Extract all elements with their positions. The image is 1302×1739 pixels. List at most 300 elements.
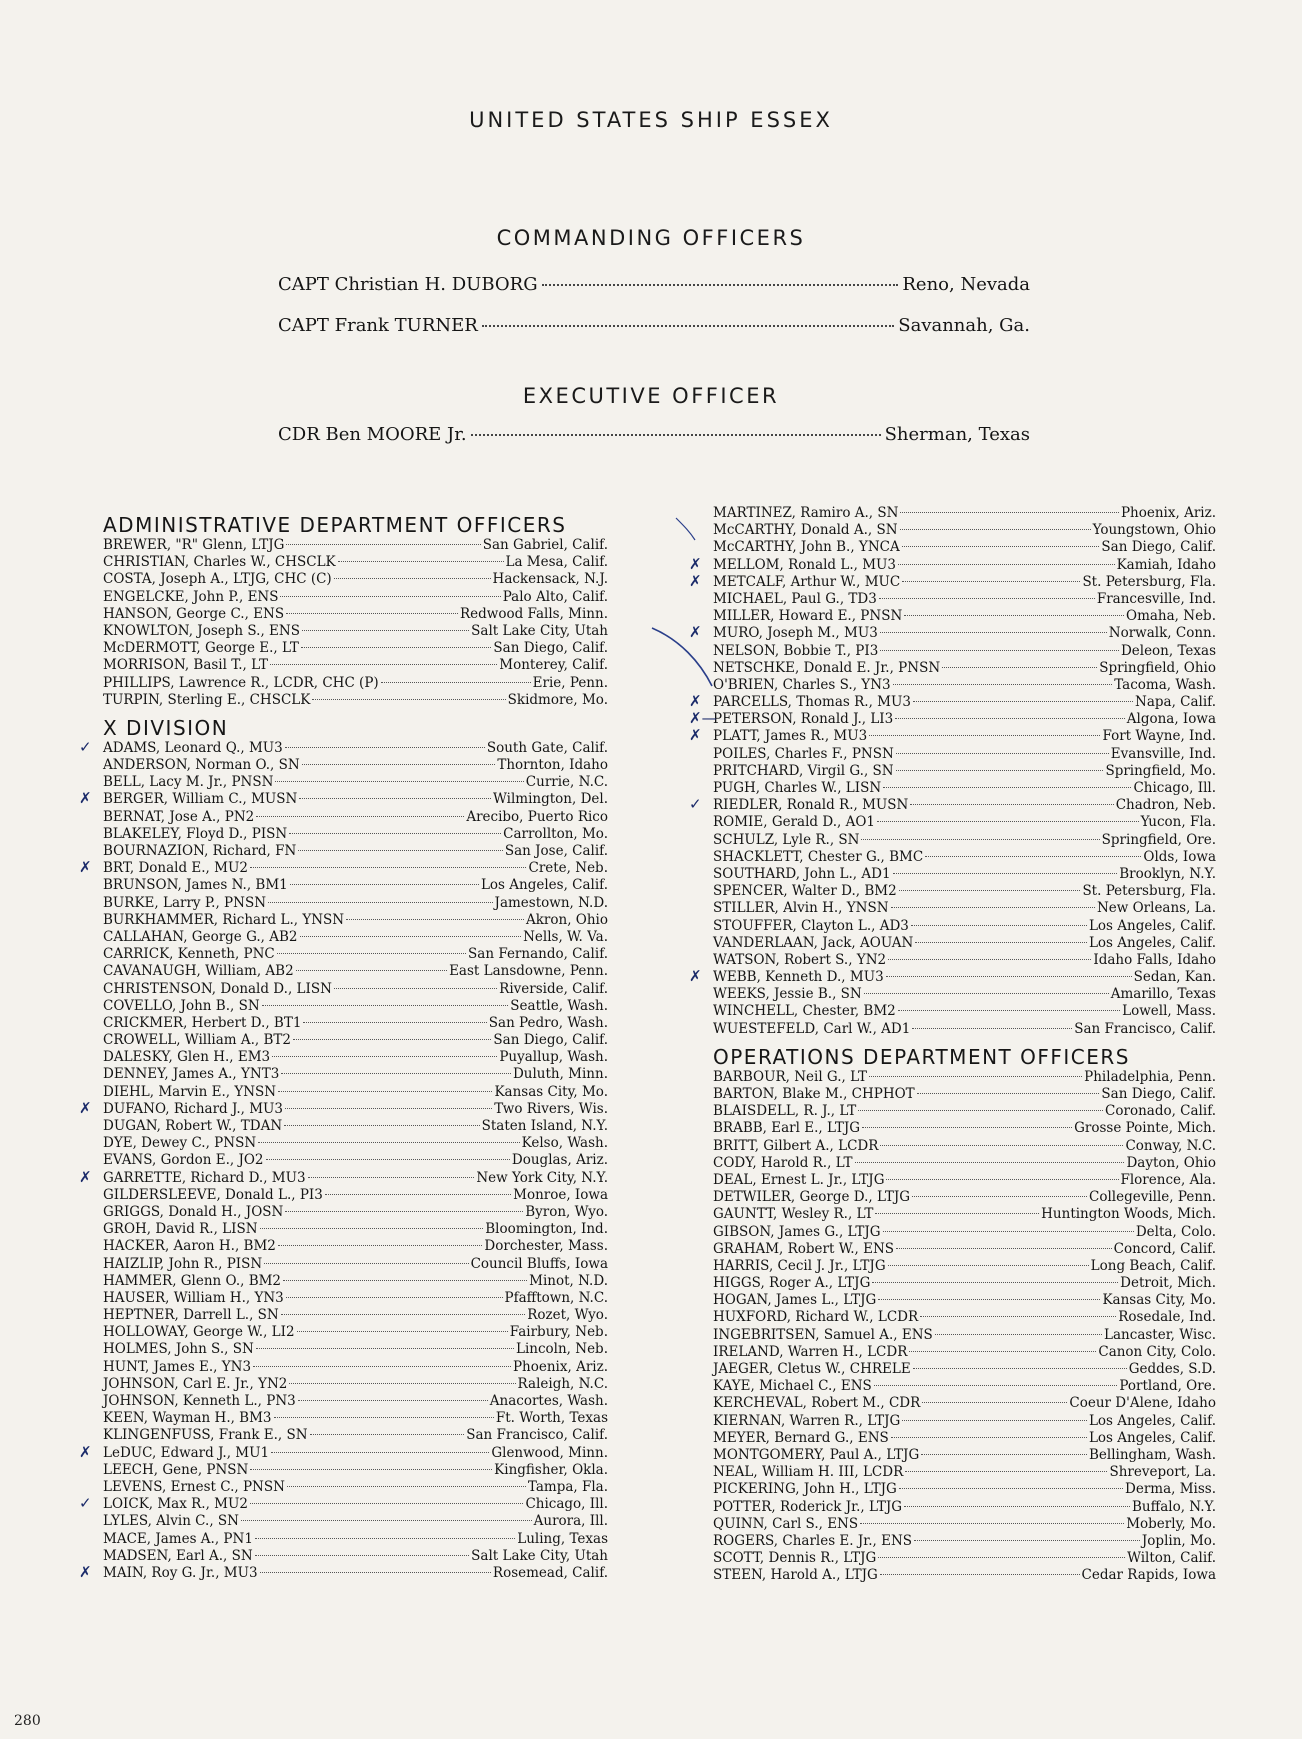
entry-hometown: Geddes, S.D. xyxy=(1128,1361,1216,1377)
commanding-officers-heading: COMMANDING OFFICERS xyxy=(496,226,806,250)
roster-entry xyxy=(103,946,608,963)
roster-entry xyxy=(79,1562,608,1582)
entry-name: BRITT, Gilbert A., LCDR xyxy=(713,1137,879,1154)
entry-name: ADAMS, Leonard Q., MU3 xyxy=(103,739,283,756)
entry-hometown: Algona, Iowa xyxy=(1126,711,1216,728)
leader-dots xyxy=(262,1005,509,1006)
roster-entry xyxy=(103,1135,608,1152)
entry-name: WATSON, Robert S., YN2 xyxy=(713,951,887,968)
entry-name: HAIZLIP, John R., PISN xyxy=(103,1255,263,1272)
leader-dots xyxy=(902,1420,1087,1421)
roster-entry xyxy=(103,1032,608,1049)
roster-entry xyxy=(103,1290,608,1307)
entry-hometown: Springfield, Mo. xyxy=(1105,762,1216,779)
leader-dots xyxy=(899,1488,1123,1489)
entry-hometown: Pfafftown, N.C. xyxy=(504,1289,608,1306)
entry-hometown: Hackensack, N.J. xyxy=(492,571,608,588)
roster-entry xyxy=(103,826,608,843)
leader-dots xyxy=(301,647,492,648)
entry-name: NEAL, William H. III, LCDR xyxy=(713,1464,904,1481)
entry-name: JOHNSON, Kenneth L., PN3 xyxy=(103,1393,296,1409)
entry-name: KNOWLTON, Joseph S., ENS xyxy=(103,622,300,639)
leader-dots xyxy=(296,970,447,971)
entry-name: ANDERSON, Norman O., SN xyxy=(103,757,300,774)
entry-hometown: Crete, Neb. xyxy=(528,860,608,877)
roster-entry xyxy=(103,1204,608,1221)
leader-dots xyxy=(874,1385,1118,1386)
roster-entry xyxy=(713,849,1216,866)
leader-dots xyxy=(310,1434,465,1435)
entry-name: ENGELCKE, John P., ENS xyxy=(103,588,279,605)
entry-name: EVANS, Gordon E., JO2 xyxy=(103,1152,264,1169)
commanding-officer-row xyxy=(278,274,1030,295)
leader-dots xyxy=(250,1503,523,1504)
entry-name: TURPIN, Sterling E., CHSCLK xyxy=(103,691,311,708)
roster-entry xyxy=(103,1273,608,1290)
roster-entry xyxy=(103,843,608,860)
entry-name: HUNT, James E., YN3 xyxy=(103,1358,252,1375)
entry-hometown: Staten Island, N.Y. xyxy=(481,1118,608,1134)
roster-entry xyxy=(713,1309,1216,1326)
entry-name: SCHULZ, Lyle R., SN xyxy=(713,831,860,848)
roster-entry xyxy=(713,1189,1216,1206)
entry-name: BERNAT, Jose A., PN2 xyxy=(103,808,255,825)
entry-name: GRAHAM, Robert W., ENS xyxy=(713,1240,895,1257)
roster-entry xyxy=(103,1376,608,1393)
officer-name: CDR Ben MOORE Jr. xyxy=(278,424,467,445)
roster-entry xyxy=(103,1049,608,1066)
entry-hometown: San Fernando, Calif. xyxy=(468,946,608,963)
leader-dots xyxy=(281,1314,525,1315)
leader-dots xyxy=(256,1348,514,1349)
handwritten-check-mark: ✓ xyxy=(79,1494,92,1513)
entry-hometown: Tacoma, Wash. xyxy=(1114,676,1216,693)
leader-dots xyxy=(861,839,1099,840)
handwritten-check-mark: ✗— xyxy=(689,709,717,728)
entry-name: JOHNSON, Carl E. Jr., YN2 xyxy=(103,1375,288,1392)
roster-entry xyxy=(713,1516,1216,1533)
entry-hometown: Florence, Ala. xyxy=(1120,1171,1216,1188)
entry-hometown: Currie, N.C. xyxy=(525,774,608,791)
leader-dots xyxy=(893,684,1113,685)
handwritten-check-mark: ✗ xyxy=(689,692,702,711)
entry-hometown: Kamiah, Idaho xyxy=(1116,556,1216,573)
roster-entry xyxy=(689,554,1216,574)
handwritten-check-mark: ✗ xyxy=(689,623,702,642)
leader-dots xyxy=(281,1073,511,1074)
leader-dots xyxy=(270,664,497,665)
roster-entry xyxy=(713,900,1216,917)
leader-dots xyxy=(308,1177,475,1178)
leader-dots xyxy=(869,735,1100,736)
entry-hometown: Raleigh, N.C. xyxy=(517,1375,608,1392)
roster-entry xyxy=(103,1359,608,1376)
entry-hometown: Yucon, Fla. xyxy=(1140,814,1216,831)
entry-hometown: Kansas City, Mo. xyxy=(1102,1292,1216,1309)
leader-dots xyxy=(864,993,1109,994)
entry-hometown: Rosemead, Calif. xyxy=(492,1564,608,1581)
roster-entry xyxy=(713,1069,1216,1086)
leader-dots xyxy=(275,781,523,782)
roster-entry xyxy=(103,675,608,692)
entry-name: BURKHAMMER, Richard L., YNSN xyxy=(103,911,345,928)
roster-entry xyxy=(79,1098,608,1118)
entry-hometown: Portland, Ore. xyxy=(1119,1378,1216,1395)
entry-name: RIEDLER, Ronald R., MUSN xyxy=(713,797,909,814)
entry-name: SHACKLETT, Chester G., BMC xyxy=(713,848,924,865)
leader-dots xyxy=(297,1331,508,1332)
entry-name: BLAKELEY, Floyd D., PISN xyxy=(103,825,288,842)
entry-hometown: Norwalk, Conn. xyxy=(1108,625,1216,642)
leader-dots xyxy=(896,753,1109,754)
leader-dots xyxy=(896,770,1104,771)
entry-hometown: Los Angeles, Calif. xyxy=(480,877,608,894)
entry-hometown: Wilton, Calif. xyxy=(1127,1550,1216,1567)
leader-dots xyxy=(542,284,899,286)
entry-name: HEPTNER, Darrell L., SN xyxy=(103,1307,279,1324)
entry-hometown: Douglas, Ariz. xyxy=(511,1152,608,1169)
handwritten-check-mark: ✗ xyxy=(79,1167,92,1186)
entry-name: McDERMOTT, George E., LT xyxy=(103,640,299,657)
roster-entry xyxy=(103,929,608,946)
entry-hometown: Huntington Woods, Mich. xyxy=(1041,1206,1216,1223)
roster-entry xyxy=(713,1447,1216,1464)
entry-hometown: Byron, Wyo. xyxy=(525,1203,608,1220)
roster-entry xyxy=(713,677,1216,694)
entry-hometown: Lancaster, Wisc. xyxy=(1104,1326,1216,1343)
entry-hometown: Derma, Miss. xyxy=(1125,1481,1216,1498)
entry-hometown: Lowell, Mass. xyxy=(1122,1003,1216,1020)
entry-hometown: San Francisco, Calif. xyxy=(1074,1020,1216,1037)
entry-name: HACKER, Aaron H., BM2 xyxy=(103,1238,276,1255)
entry-hometown: Kingfisher, Okla. xyxy=(494,1461,608,1478)
entry-name: MARTINEZ, Ramiro A., SN xyxy=(713,505,899,521)
leader-dots xyxy=(274,1417,494,1418)
leader-dots xyxy=(895,718,1125,719)
leader-dots xyxy=(268,902,493,903)
roster-entry xyxy=(103,1221,608,1238)
leader-dots xyxy=(381,682,531,683)
entry-name: DUFANO, Richard J., MU3 xyxy=(103,1100,284,1117)
commanding-officer-row xyxy=(278,315,1030,336)
roster-entry xyxy=(103,757,608,774)
leader-dots xyxy=(879,598,1095,599)
roster-entry xyxy=(103,912,608,929)
entry-hometown: San Francisco, Calif. xyxy=(466,1427,608,1444)
entry-hometown: Riverside, Calif. xyxy=(499,980,608,997)
leader-dots xyxy=(935,1334,1102,1335)
leader-dots xyxy=(299,798,491,799)
entry-hometown: Monterey, Calif. xyxy=(499,657,608,674)
entry-hometown: Phoenix, Ariz. xyxy=(1120,505,1216,521)
entry-name: PRITCHARD, Virgil G., SN xyxy=(713,762,894,779)
entry-hometown: San Diego, Calif. xyxy=(493,640,608,657)
leader-dots xyxy=(912,1028,1072,1029)
leader-dots xyxy=(886,976,1132,977)
entry-hometown: Youngstown, Ohio xyxy=(1092,522,1216,539)
leader-dots xyxy=(298,850,503,851)
entry-hometown: New Orleans, La. xyxy=(1096,900,1216,917)
roster-entry xyxy=(713,1241,1216,1258)
entry-name: HANSON, George C., ENS xyxy=(103,605,285,622)
entry-name: PUGH, Charles W., LISN xyxy=(713,780,882,796)
roster-entry xyxy=(713,1120,1216,1137)
entry-hometown: Olds, Iowa xyxy=(1143,848,1216,865)
entry-name: MURO, Joseph M., MU3 xyxy=(713,625,878,642)
entry-name: PHILLIPS, Lawrence R., LCDR, CHC (P) xyxy=(103,674,379,691)
entry-name: LOICK, Max R., MU2 xyxy=(103,1496,248,1513)
entry-name: ROMIE, Gerald D., AO1 xyxy=(713,814,875,831)
entry-name: CRICKMER, Herbert D., BT1 xyxy=(103,1014,302,1031)
entry-name: PARCELLS, Thomas R., MU3 xyxy=(713,694,911,711)
leader-dots xyxy=(902,546,1100,547)
leader-dots xyxy=(285,747,485,748)
roster-entry xyxy=(103,1307,608,1324)
roster-entry xyxy=(689,967,1216,986)
entry-hometown: Bellingham, Wash. xyxy=(1089,1446,1216,1463)
leader-dots xyxy=(260,1572,491,1573)
entry-hometown: Canon City, Colo. xyxy=(1098,1343,1216,1360)
leader-dots xyxy=(891,1437,1087,1438)
roster-entry xyxy=(713,522,1216,539)
leader-dots xyxy=(250,867,527,868)
entry-name: MACE, James A., PN1 xyxy=(103,1530,253,1547)
leader-dots xyxy=(912,1196,1087,1197)
leader-dots xyxy=(277,953,466,954)
leader-dots xyxy=(880,1145,1123,1146)
entry-hometown: Kansas City, Mo. xyxy=(494,1083,608,1100)
roster-entry xyxy=(79,737,608,757)
entry-name: PLATT, James R., MU3 xyxy=(713,728,868,745)
entry-hometown: Ft. Worth, Texas xyxy=(495,1410,608,1427)
entry-hometown: Los Angeles, Calif. xyxy=(1088,934,1216,951)
entry-hometown: Coeur D'Alene, Idaho xyxy=(1069,1395,1216,1412)
entry-name: GARRETTE, Richard D., MU3 xyxy=(103,1169,306,1186)
entry-hometown: San Diego, Calif. xyxy=(1101,1086,1216,1102)
entry-name: BERGER, William C., MUSN xyxy=(103,791,298,808)
roster-entry xyxy=(713,918,1216,935)
entry-hometown: Two Rivers, Wis. xyxy=(494,1100,608,1117)
entry-name: KLINGENFUSS, Frank E., SN xyxy=(103,1427,308,1444)
entry-name: MONTGOMERY, Paul A., LTJG xyxy=(713,1446,920,1463)
entry-hometown: San Diego, Calif. xyxy=(493,1032,608,1049)
entry-name: BLAISDELL, R. J., LT xyxy=(713,1103,857,1120)
entry-name: BREWER, "R" Glenn, LTJG xyxy=(103,537,285,553)
leader-dots xyxy=(904,615,1124,616)
entry-hometown: East Lansdowne, Penn. xyxy=(449,963,608,980)
roster-entry xyxy=(713,832,1216,849)
roster-entry xyxy=(713,1021,1216,1038)
leader-dots xyxy=(877,821,1139,822)
leader-dots xyxy=(880,650,1119,651)
roster-entry xyxy=(713,1003,1216,1020)
leader-dots xyxy=(875,1213,1039,1214)
entry-name: GRIGGS, Donald H., JOSN xyxy=(103,1203,284,1220)
leader-dots xyxy=(334,578,491,579)
handwritten-check-mark: ✗ xyxy=(79,858,92,877)
section-heading: OPERATIONS DEPARTMENT OFFICERS xyxy=(713,1044,1130,1069)
roster-column-right xyxy=(689,505,1216,1584)
roster-entry xyxy=(103,998,608,1015)
entry-hometown: Puyallup, Wash. xyxy=(499,1049,608,1066)
entry-hometown: Rosedale, Ind. xyxy=(1118,1309,1216,1326)
leader-dots xyxy=(255,1538,515,1539)
leader-dots xyxy=(911,925,1087,926)
leader-dots xyxy=(260,1228,484,1229)
roster-entry xyxy=(103,1462,608,1479)
entry-hometown: San Gabriel, Calif. xyxy=(482,537,608,553)
roster-entry xyxy=(103,1238,608,1255)
entry-hometown: South Gate, Calif. xyxy=(486,739,608,756)
roster-entry xyxy=(103,1118,608,1135)
entry-hometown: Philadelphia, Penn. xyxy=(1084,1068,1216,1085)
handwritten-check-mark: ✗ xyxy=(689,967,702,986)
entry-hometown: Seattle, Wash. xyxy=(510,997,608,1014)
entry-name: LYLES, Alvin C., SN xyxy=(103,1513,239,1530)
roster-entry xyxy=(713,1292,1216,1309)
roster-entry xyxy=(713,866,1216,883)
entry-hometown: New York City, N.Y. xyxy=(476,1169,608,1186)
leader-dots xyxy=(278,1091,492,1092)
leader-dots xyxy=(888,1265,1089,1266)
leader-dots xyxy=(880,632,1107,633)
handwritten-check-mark: ✗ xyxy=(689,726,702,745)
leader-dots xyxy=(872,1282,1118,1283)
entry-hometown: Dayton, Ohio xyxy=(1126,1154,1216,1171)
handwritten-check-mark: ✗ xyxy=(689,571,702,590)
entry-name: KEEN, Wayman H., BM3 xyxy=(103,1410,272,1427)
entry-name: WEBB, Kenneth D., MU3 xyxy=(713,969,884,986)
roster-entry xyxy=(103,589,608,606)
roster-entry xyxy=(689,795,1216,814)
entry-name: DEAL, Ernest L. Jr., LTJG xyxy=(713,1171,885,1188)
leader-dots xyxy=(280,596,500,597)
section-heading: X DIVISION xyxy=(103,715,229,740)
leader-dots xyxy=(915,942,1087,943)
roster-entry xyxy=(103,895,608,912)
leader-dots xyxy=(913,701,1133,702)
entry-hometown: Concord, Calif. xyxy=(1113,1240,1216,1257)
entry-hometown: Cedar Rapids, Iowa xyxy=(1081,1567,1216,1584)
roster-entry xyxy=(713,1395,1216,1412)
leader-dots xyxy=(258,1142,520,1143)
entry-hometown: Bloomington, Ind. xyxy=(485,1221,608,1238)
entry-hometown: Akron, Ohio xyxy=(526,911,608,928)
entry-hometown: Omaha, Neb. xyxy=(1126,608,1216,625)
entry-name: MAIN, Roy G. Jr., MU3 xyxy=(103,1564,258,1581)
handwritten-check-mark: ✓ xyxy=(79,737,92,756)
ship-title: UNITED STATES SHIP ESSEX xyxy=(469,108,833,132)
roster-entry xyxy=(713,1430,1216,1447)
entry-hometown: Grosse Pointe, Mich. xyxy=(1074,1120,1216,1137)
handwritten-check-mark: ✗ xyxy=(689,554,702,573)
entry-hometown: Carrollton, Mo. xyxy=(503,825,608,842)
roster-column-left xyxy=(79,513,608,1582)
roster-entry xyxy=(103,1187,608,1204)
entry-hometown: Phoenix, Ariz. xyxy=(512,1358,608,1375)
leader-dots xyxy=(289,1383,515,1384)
roster-entry xyxy=(103,1341,608,1358)
entry-hometown: Conway, N.C. xyxy=(1125,1137,1216,1154)
roster-entry xyxy=(713,643,1216,660)
roster-entry xyxy=(713,1567,1216,1584)
leader-dots xyxy=(898,564,1115,565)
leader-dots xyxy=(338,561,504,562)
roster-entry xyxy=(713,780,1216,797)
leader-dots xyxy=(346,919,524,920)
entry-name: KAYE, Michael C., ENS xyxy=(713,1378,872,1395)
roster-entry xyxy=(713,986,1216,1003)
entry-hometown: Anacortes, Wash. xyxy=(489,1393,608,1409)
roster-entry xyxy=(713,1533,1216,1550)
leader-dots xyxy=(878,1299,1100,1300)
handwritten-check-mark: ✗ xyxy=(79,1098,92,1117)
roster-entry xyxy=(713,1344,1216,1361)
entry-hometown: Detroit, Mich. xyxy=(1120,1275,1216,1292)
entry-hometown: Deleon, Texas xyxy=(1120,642,1216,659)
leader-dots xyxy=(855,1162,1125,1163)
leader-dots xyxy=(250,1469,492,1470)
roster-entry xyxy=(103,1324,608,1341)
leader-dots xyxy=(878,1557,1125,1558)
entry-name: CROWELL, William A., BT2 xyxy=(103,1032,291,1049)
entry-hometown: Dorchester, Mass. xyxy=(484,1238,608,1255)
entry-name: GAUNTT, Wesley R., LT xyxy=(713,1206,874,1223)
entry-hometown: Salt Lake City, Utah xyxy=(471,622,608,639)
roster-entry xyxy=(713,1481,1216,1498)
leader-dots xyxy=(290,884,479,885)
handwritten-check-mark: ✗ xyxy=(79,789,92,808)
roster-entry xyxy=(79,789,608,808)
leader-dots xyxy=(285,1108,492,1109)
entry-hometown: Tampa, Fla. xyxy=(527,1478,608,1495)
entry-hometown: Long Beach, Calif. xyxy=(1090,1257,1216,1274)
roster-entry xyxy=(713,1275,1216,1292)
leader-dots xyxy=(325,1194,511,1195)
roster-entry xyxy=(713,1155,1216,1172)
entry-hometown: Arecibo, Puerto Rico xyxy=(466,808,608,825)
leader-dots xyxy=(888,959,1091,960)
entry-hometown: Chicago, Ill. xyxy=(1133,780,1216,796)
entry-name: McCARTHY, Donald A., SN xyxy=(713,522,898,539)
leader-dots xyxy=(886,1179,1118,1180)
entry-hometown: Fairbury, Neb. xyxy=(509,1324,608,1341)
entry-name: SOUTHARD, John L., AD1 xyxy=(713,865,891,882)
leader-dots xyxy=(482,325,894,327)
leader-dots xyxy=(883,787,1131,788)
entry-name: BURKE, Larry P., PNSN xyxy=(103,894,267,911)
roster-entry xyxy=(713,1206,1216,1223)
entry-hometown: Los Angeles, Calif. xyxy=(1088,1429,1216,1446)
entry-hometown: Springfield, Ore. xyxy=(1101,831,1216,848)
entry-name: HAMMER, Glenn O., BM2 xyxy=(103,1272,282,1289)
entry-hometown: Skidmore, Mo. xyxy=(507,691,608,708)
leader-dots xyxy=(922,1402,1067,1403)
entry-name: HAUSER, William H., YN3 xyxy=(103,1289,284,1306)
entry-name: MADSEN, Earl A., SN xyxy=(103,1547,253,1564)
entry-hometown: Brooklyn, N.Y. xyxy=(1119,865,1216,882)
entry-name: NETSCHKE, Donald E. Jr., PNSN xyxy=(713,659,941,676)
entry-name: DALESKY, Glen H., EM3 xyxy=(103,1049,271,1066)
leader-dots xyxy=(471,434,881,436)
entry-hometown: Evansville, Ind. xyxy=(1110,745,1216,762)
entry-hometown: St. Petersburg, Fla. xyxy=(1082,573,1216,590)
entry-name: GROH, David R., LISN xyxy=(103,1221,258,1238)
entry-hometown: Fort Wayne, Ind. xyxy=(1102,728,1216,745)
roster-entry xyxy=(103,1479,608,1496)
entry-name: McCARTHY, John B., YNCA xyxy=(713,539,900,556)
roster-entry xyxy=(103,774,608,791)
